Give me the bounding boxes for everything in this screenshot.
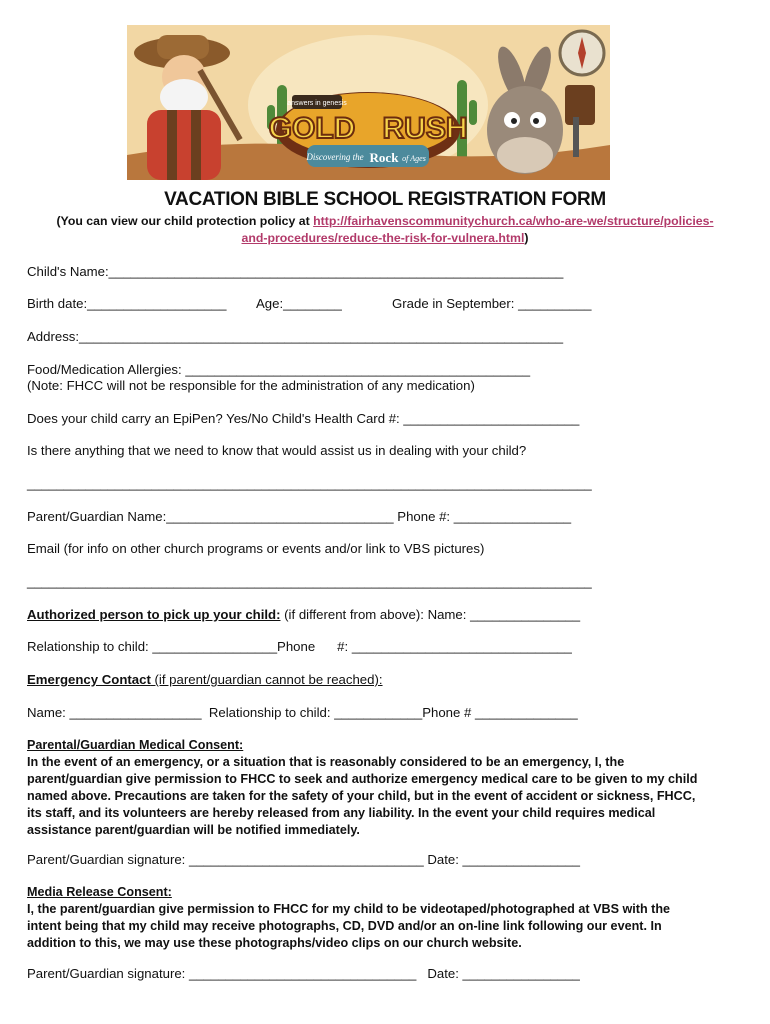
policy-link-part-2: and-procedures/reduce-the-risk-for-vulnera.html (241, 231, 525, 245)
medical-signature-field[interactable]: Parent/Guardian signature: ________________________________ Date: ________________ (27, 852, 580, 867)
allergies-field[interactable]: Food/Medication Allergies: _______________________________________________ (27, 362, 531, 377)
policy-note (26, 213, 744, 247)
pickup-relationship-phone-field[interactable]: Relationship to child: _________________Phone #: ______________________________ (27, 639, 572, 654)
media-signature-field[interactable]: Parent/Guardian signature: _______________________________ Date: ________________ (27, 966, 580, 981)
policy-suffix: ) (524, 231, 529, 245)
logo-sub-text-1: Discovering the (306, 152, 364, 162)
form-title: VACATION BIBLE SCHOOL REGISTRATION FORM (164, 189, 606, 210)
media-consent-text: I, the parent/guardian give permission to FHCC for my child to be videotaped/photographed at VBS with the intent being that my child may receive photographs, CD, DVD and/or an on-line link following our event. In addition to this, we may use these photographs/video clips on our church website. (27, 902, 671, 950)
emergency-contact-rest: (if parent/guardian cannot be reached): (150, 672, 383, 687)
media-consent-heading: Media Release Consent: (27, 885, 172, 899)
medical-consent-heading: Parental/Guardian Medical Consent: (27, 738, 244, 752)
logo-small-text: answers in genesis (287, 100, 347, 107)
email-question: Email (for info on other church programs or events and/or link to VBS pictures) (27, 541, 485, 556)
special-needs-question: Is there anything that we need to know that would assist us in dealing with your child? (27, 443, 527, 458)
age-field[interactable]: Age:________ (256, 296, 342, 311)
logo-sub-text-2: Rock (369, 150, 399, 165)
authorized-pickup-rest: (if different from above): Name: _______________ (280, 607, 581, 622)
parent-name-phone-field[interactable]: Parent/Guardian Name:_______________________________ Phone #: ________________ (27, 509, 572, 524)
logo-gold-text: GOLD (268, 112, 356, 145)
birth-date-field[interactable]: Birth date:___________________ (27, 296, 227, 311)
child-name-field[interactable]: Child's Name:______________________________________________________________ (27, 264, 564, 279)
emergency-contact-field[interactable]: Name: __________________ Relationship to child: ____________Phone # ______________ (27, 705, 578, 720)
medical-consent-text: In the event of an emergency, or a situation that is reasonably considered to be an emergency, I, the parent/guardian give permission to FHCC to seek and authorize emergency medical care to be given to my child named above. Precautions are taken for the safety of your child, but in the event of accident or sickness, FHCC, its staff, and its volunteers are hereby released from any liability. In the event your child requires medical assistance parent/guardian will be notified immediately. (27, 755, 698, 837)
allergies-note: (Note: FHCC will not be responsible for the administration of any medication) (27, 378, 475, 393)
emergency-contact-label: Emergency Contact (27, 672, 151, 687)
special-needs-field[interactable]: _____________________________________________________________________________ (27, 476, 592, 491)
epipen-health-card-field[interactable]: Does your child carry an EpiPen? Yes/No Child's Health Card #: ________________________ (27, 411, 580, 426)
policy-link[interactable] (242, 214, 714, 245)
emergency-contact-heading (27, 672, 383, 687)
logo-rush-text: RUSH (382, 112, 468, 145)
address-field[interactable]: Address:__________________________________________________________________ (27, 329, 564, 344)
authorized-pickup-field[interactable] (27, 607, 580, 622)
email-field[interactable]: _____________________________________________________________________________ (27, 574, 592, 589)
authorized-pickup-label: Authorized person to pick up your child: (27, 607, 281, 622)
policy-link-part-1: http://fairhavenscommunitychurch.ca/who-are-we/structure/policies- (313, 214, 714, 228)
grade-field[interactable]: Grade in September: __________ (392, 296, 592, 311)
policy-prefix: (You can view our child protection policy at (56, 214, 314, 228)
vbs-banner-image (127, 25, 610, 180)
logo-sub-text-3: of Ages (402, 154, 426, 163)
